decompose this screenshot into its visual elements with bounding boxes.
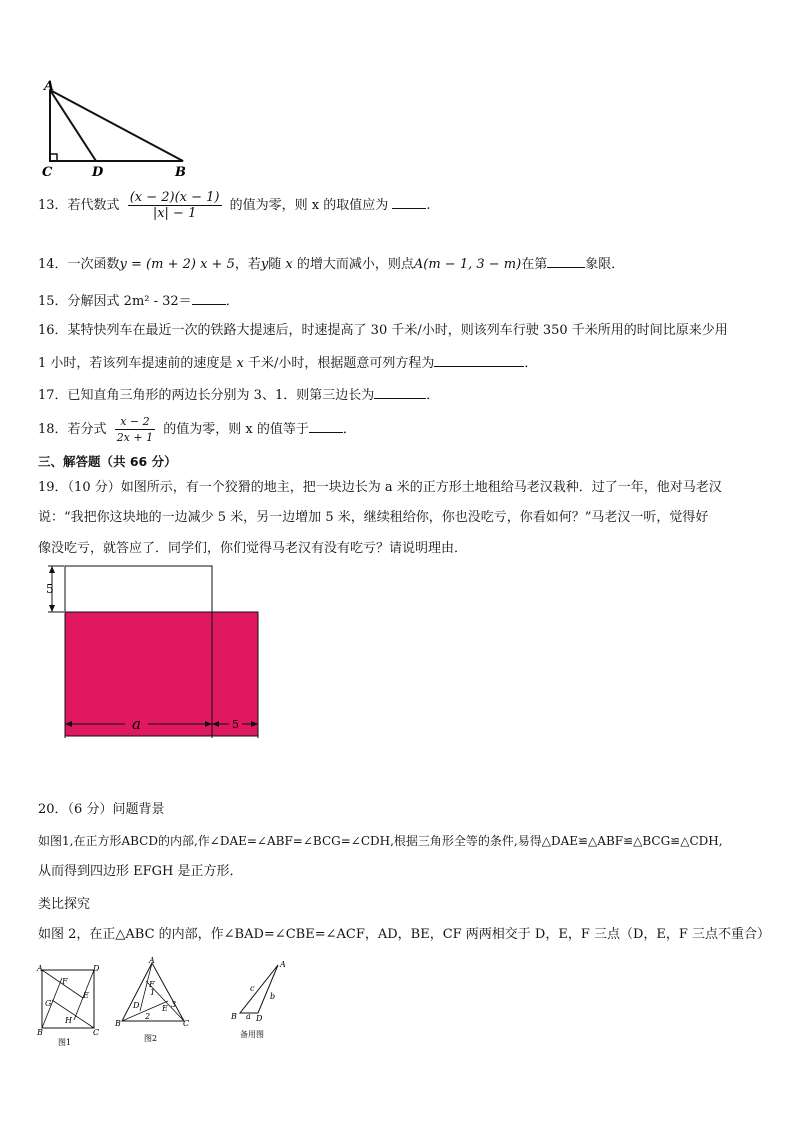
answer-blank-14[interactable]: [547, 253, 585, 268]
question-19-line2: 说：“我把你这块地的一边减少 5 米，另一边增加 5 米，继续租给你，你也没吃亏，你看如何？”马老汉一听，觉得好: [38, 510, 709, 525]
question-16-line1: 16．某特快列车在最近一次的铁路大提速后，时速提高了 30 千米/小时，则该列车行驶 350 千米所用的时间比原来少用: [38, 323, 728, 338]
svg-text:1: 1: [150, 988, 156, 997]
section-title: 三、解答题（共 66 分）: [38, 454, 177, 469]
svg-text:2: 2: [145, 1012, 151, 1021]
label-C: C: [42, 165, 53, 178]
label-D: D: [92, 165, 104, 178]
label-a: a: [132, 715, 141, 733]
svg-text:A: A: [37, 964, 43, 973]
question-13: 13．若代数式 $\frac{(x - 2)(x - 1)}{|x| - 1}$ 的值为零，则 x 的取值应为 .: [38, 190, 431, 221]
question-20-line1: 20．（6 分）问题背景: [38, 802, 165, 817]
question-20-line2: 如图1,在正方形ABCD的内部,作∠DAE=∠ABF=∠BCG=∠CDH,根据三角形全等的条件,易得△DAE≌△ABF≌△BCG≌△CDH,: [38, 834, 723, 848]
svg-text:F: F: [149, 980, 155, 989]
question-15: 15．分解因式 2m² - 32＝ ．: [38, 290, 239, 312]
figure-1: [36, 962, 106, 1048]
figure-2: [112, 955, 196, 1047]
svg-text:G: G: [45, 999, 52, 1008]
answer-blank-18[interactable]: [309, 418, 343, 433]
label-A: A: [44, 79, 55, 94]
svg-text:C: C: [93, 1028, 100, 1037]
figure-1-caption: 图1: [58, 1038, 72, 1047]
fraction-18: $\frac{x - 2}{2x + 1}$: [116, 415, 154, 444]
label-5-left: 5: [46, 582, 54, 596]
svg-text:H: H: [65, 1016, 72, 1025]
svg-text:C: C: [183, 1019, 190, 1028]
label-5-bottom: 5: [232, 718, 239, 731]
answer-blank-17[interactable]: [374, 384, 426, 399]
answer-blank-16[interactable]: [434, 352, 524, 367]
answer-blank-13[interactable]: [392, 194, 426, 209]
svg-text:B: B: [37, 1028, 43, 1037]
question-20-line3: 从而得到四边形 EFGH 是正方形．: [38, 864, 243, 879]
answer-blank-15[interactable]: [192, 290, 226, 305]
label-B: B: [175, 165, 186, 178]
figure-2-caption: 图2: [144, 1034, 158, 1043]
svg-text:F: F: [62, 977, 68, 986]
svg-text:a: a: [246, 1012, 251, 1021]
svg-text:D: D: [256, 1014, 263, 1023]
question-20-line5: 如图 2，在正△ABC 的内部，作∠BAD=∠CBE=∠ACF，AD，BE，CF 两两相交于 D，E，F 三点（D，E，F 三点不重合）: [38, 927, 771, 942]
land-figure-dimensions: [40, 710, 280, 740]
question-16-line2: 1 小时，若该列车提速前的速度是 x 千米/小时，根据题意可列方程为 ．: [38, 352, 537, 374]
svg-text:A: A: [280, 960, 286, 969]
question-19-line1: 19．（10 分）如图所示，有一个狡猾的地主，把一块边长为 a 米的正方形土地租给马老汉栽种．过了一年，他对马老汉: [38, 480, 722, 495]
question-17: 17．已知直角三角形的两边长分别为 3、1．则第三边长为 ．: [38, 384, 439, 406]
svg-text:D: D: [93, 964, 100, 973]
svg-text:3: 3: [171, 1000, 177, 1009]
svg-text:c: c: [250, 984, 255, 993]
question-20-line4: 类比探究: [38, 897, 91, 912]
svg-text:E: E: [83, 991, 89, 1000]
triangle-figure-top: [38, 78, 198, 178]
svg-text:B: B: [115, 1019, 121, 1028]
svg-text:b: b: [270, 992, 276, 1001]
svg-text:D: D: [133, 1001, 140, 1010]
svg-text:A: A: [149, 956, 155, 965]
svg-text:B: B: [231, 1012, 237, 1021]
figure-3-reference: [228, 955, 298, 1045]
fraction-13: $\frac{(x - 2)(x - 1)}{|x| - 1}$: [129, 190, 220, 221]
svg-text:E: E: [162, 1004, 168, 1013]
question-19-line3: 像没吃亏，就答应了．同学们，你们觉得马老汉有没有吃亏？请说明理由．: [38, 541, 468, 556]
question-18: 18．若分式 $\frac{x - 2}{2x + 1}$ 的值为零，则 x 的值等于 ．: [38, 415, 356, 444]
question-14: 14．一次函数y = (m + 2) x + 5，若y随 x 的增大而减小，则点A(m − 1, 3 − m)在第 象限．: [38, 253, 624, 275]
figure-3-caption: 备用图: [240, 1030, 264, 1039]
